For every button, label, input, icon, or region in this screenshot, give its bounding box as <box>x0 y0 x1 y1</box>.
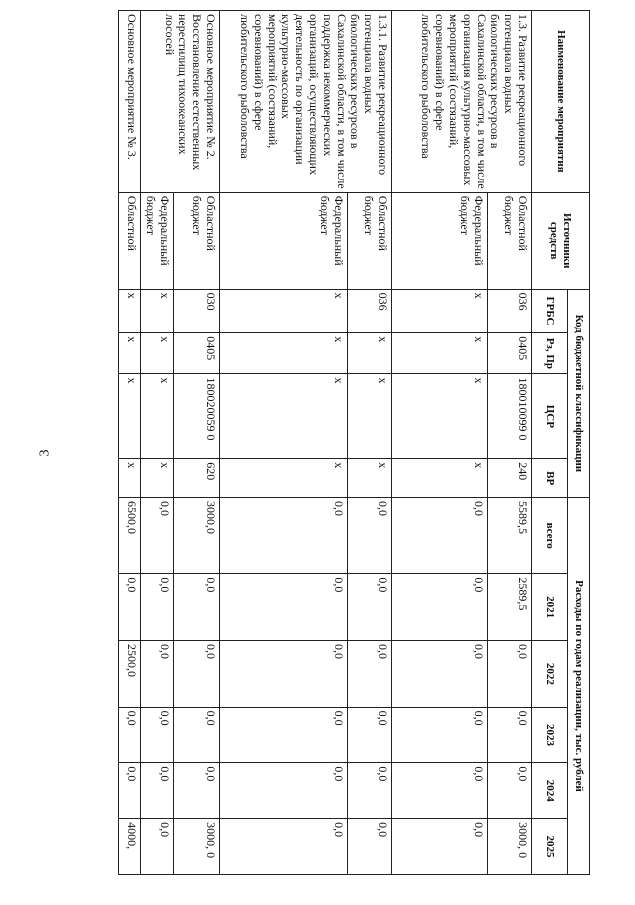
csr-cell: x <box>348 374 392 459</box>
rzpr-cell: x <box>119 333 141 374</box>
header-vr: ВР <box>532 459 568 498</box>
grbs-cell: 036 <box>348 289 392 333</box>
vr-cell: 240 <box>488 459 532 498</box>
y2025-cell: 0,0 <box>348 819 392 875</box>
csr-cell: 180020059 0 <box>174 374 220 459</box>
y2021-cell: 0,0 <box>141 574 174 641</box>
grbs-cell: x <box>141 289 174 333</box>
header-expenses: Расходы по годам реализации, тыс. рублей <box>568 498 590 875</box>
header-2025: 2025 <box>532 819 568 875</box>
vr-cell: x <box>220 459 348 498</box>
y2022-cell: 2500,0 <box>119 641 141 708</box>
y2024-cell: 0,0 <box>220 763 348 819</box>
source-cell: Федеральный бюджет <box>392 192 488 289</box>
y2022-cell: 0,0 <box>174 641 220 708</box>
y2022-cell: 0,0 <box>141 641 174 708</box>
total-cell: 3000,0 <box>174 498 220 574</box>
vr-cell: x <box>348 459 392 498</box>
csr-cell: x <box>141 374 174 459</box>
header-2023: 2023 <box>532 707 568 763</box>
total-cell: 6500,0 <box>119 498 141 574</box>
source-cell: Федеральный бюджет <box>220 192 348 289</box>
y2023-cell: 0,0 <box>392 707 488 763</box>
vr-cell: x <box>119 459 141 498</box>
y2025-cell: 0,0 <box>392 819 488 875</box>
vr-cell: 620 <box>174 459 220 498</box>
header-2024: 2024 <box>532 763 568 819</box>
table-row-name: Основное мероприятие № 3. <box>119 11 141 193</box>
y2023-cell: 0,0 <box>119 707 141 763</box>
table-row-name: Основное мероприятие № 2. Восстановление естественных нерестилищ тихоокеанских лососей <box>141 11 220 193</box>
grbs-cell: 030 <box>174 289 220 333</box>
y2025-cell: 0,0 <box>141 819 174 875</box>
source-cell: Областной бюджет <box>174 192 220 289</box>
y2021-cell: 0,0 <box>392 574 488 641</box>
y2021-cell: 0,0 <box>119 574 141 641</box>
grbs-cell: x <box>392 289 488 333</box>
grbs-cell: x <box>220 289 348 333</box>
y2024-cell: 0,0 <box>348 763 392 819</box>
y2023-cell: 0,0 <box>141 707 174 763</box>
grbs-cell: x <box>119 289 141 333</box>
y2021-cell: 0,0 <box>348 574 392 641</box>
header-total: всего <box>532 498 568 574</box>
y2021-cell: 2589,5 <box>488 574 532 641</box>
y2025-cell: 3000, 0 <box>174 819 220 875</box>
table-row-name: 1.3. Развитие рекреационного потенциала водных биологических ресурсов в Сахалинской области, в том числе организация культурно-массовых мероприятий (состязаний, соревнований) в сфере любительского рыболовства <box>392 11 532 193</box>
csr-cell: 180010099 0 <box>488 374 532 459</box>
y2023-cell: 0,0 <box>348 707 392 763</box>
rzpr-cell: x <box>392 333 488 374</box>
total-cell: 0,0 <box>348 498 392 574</box>
source-cell: Областной бюджет <box>348 192 392 289</box>
y2021-cell: 0,0 <box>220 574 348 641</box>
total-cell: 0,0 <box>392 498 488 574</box>
y2022-cell: 0,0 <box>220 641 348 708</box>
y2023-cell: 0,0 <box>220 707 348 763</box>
y2023-cell: 0,0 <box>174 707 220 763</box>
y2025-cell: 3000, 0 <box>488 819 532 875</box>
vr-cell: x <box>141 459 174 498</box>
header-2021: 2021 <box>532 574 568 641</box>
table-row-name: 1.3.1. Развитие рекреационного потенциала водных биологических ресурсов в Сахалинской области, в том числе поддержка некоммерческих организаций, осуществляющих деятельность по организации культурно-массовых мероприятий (состязаний, соревнований) в сфере любительского рыболовства <box>220 11 392 193</box>
page-number: 3 <box>37 449 52 456</box>
y2025-cell: 0,0 <box>220 819 348 875</box>
header-rzpr: Рз, Пр <box>532 333 568 374</box>
rzpr-cell: x <box>220 333 348 374</box>
header-name: Наименование мероприятия <box>532 11 590 193</box>
csr-cell: x <box>220 374 348 459</box>
grbs-cell: 036 <box>488 289 532 333</box>
rzpr-cell: 0405 <box>488 333 532 374</box>
y2022-cell: 0,0 <box>392 641 488 708</box>
header-2022: 2022 <box>532 641 568 708</box>
source-cell: Областной бюджет <box>488 192 532 289</box>
y2025-cell: 4000, <box>119 819 141 875</box>
y2024-cell: 0,0 <box>119 763 141 819</box>
budget-table-sheet <box>120 10 590 875</box>
rzpr-cell: x <box>348 333 392 374</box>
y2024-cell: 0,0 <box>488 763 532 819</box>
y2024-cell: 0,0 <box>392 763 488 819</box>
csr-cell: x <box>119 374 141 459</box>
source-cell: Федеральный бюджет <box>141 192 174 289</box>
csr-cell: x <box>392 374 488 459</box>
source-cell: Областной <box>119 192 141 289</box>
y2022-cell: 0,0 <box>348 641 392 708</box>
total-cell: 0,0 <box>141 498 174 574</box>
rzpr-cell: 0405 <box>174 333 220 374</box>
total-cell: 0,0 <box>220 498 348 574</box>
header-budget-code: Код бюджетной классификации <box>568 289 590 497</box>
y2022-cell: 0,0 <box>488 641 532 708</box>
budget-table <box>118 10 590 875</box>
vr-cell: x <box>392 459 488 498</box>
header-sources: Источники средств <box>532 192 590 289</box>
y2023-cell: 0,0 <box>488 707 532 763</box>
header-grbs: ГРБС <box>532 289 568 333</box>
y2024-cell: 0,0 <box>141 763 174 819</box>
header-csr: ЦСР <box>532 374 568 459</box>
y2024-cell: 0,0 <box>174 763 220 819</box>
total-cell: 5589,5 <box>488 498 532 574</box>
y2021-cell: 0,0 <box>174 574 220 641</box>
rzpr-cell: x <box>141 333 174 374</box>
